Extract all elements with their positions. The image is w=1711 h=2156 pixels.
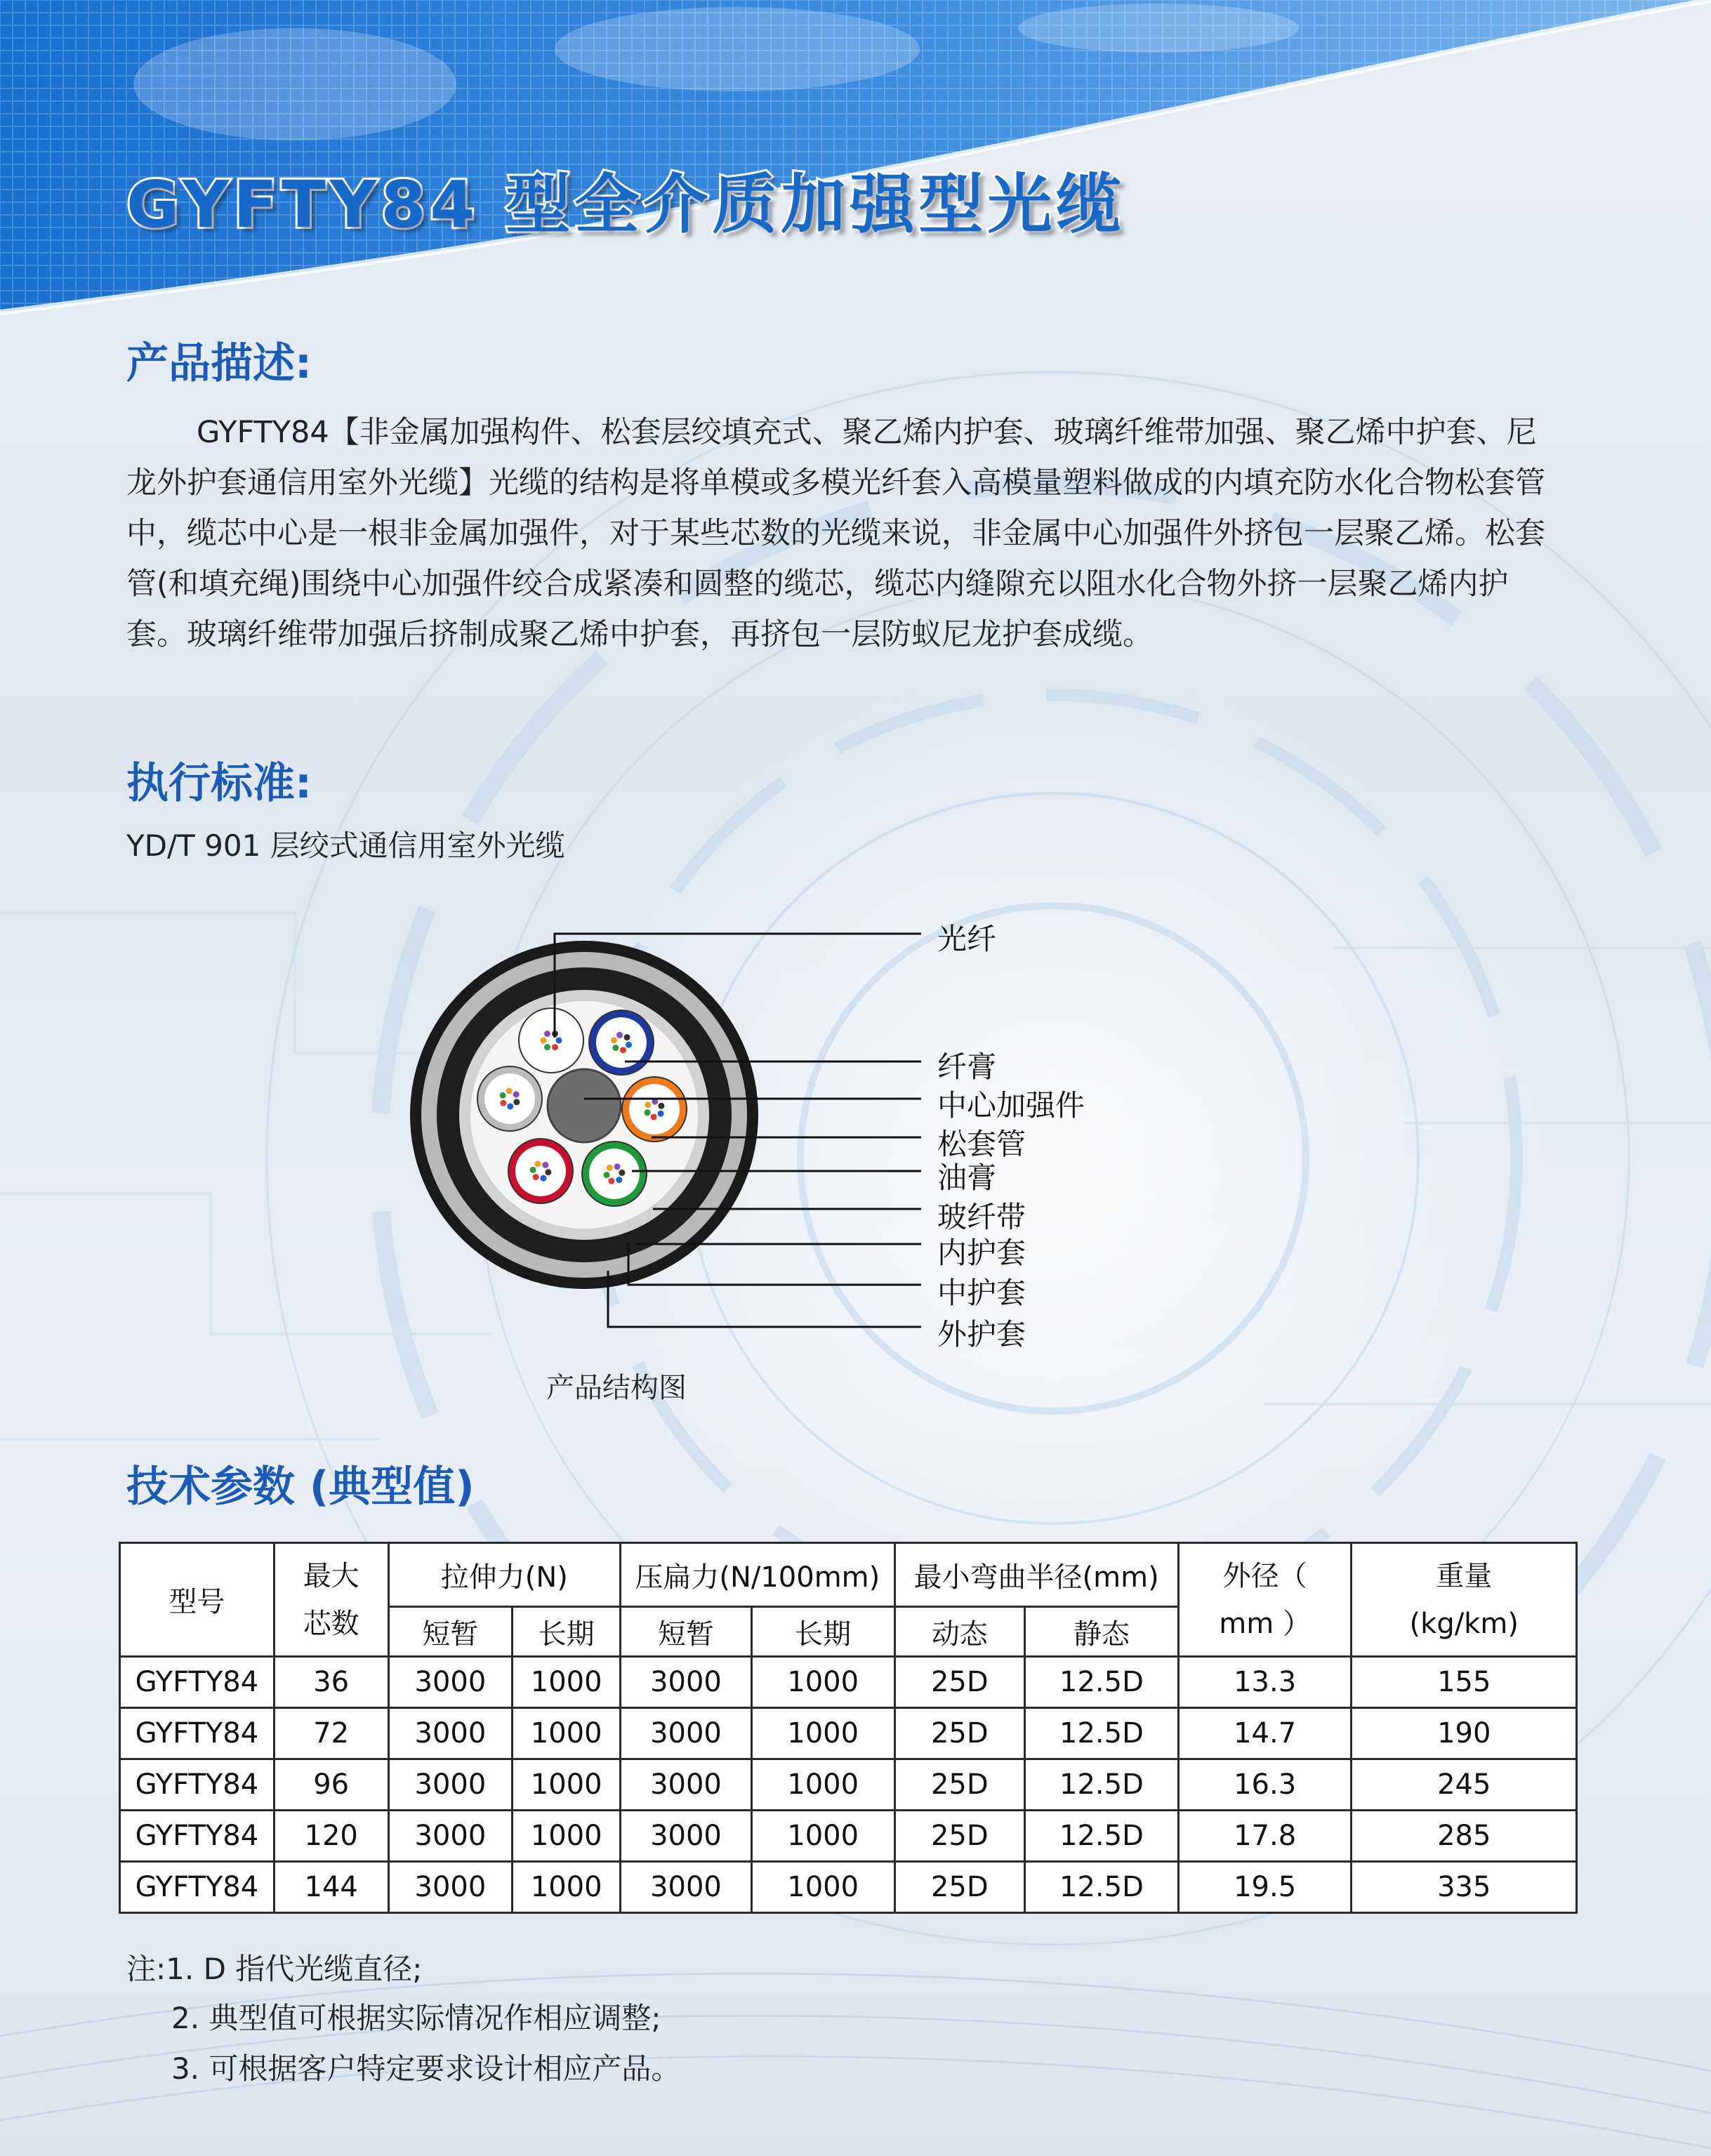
optical-fiber	[533, 1174, 539, 1180]
header-max-core-text: 最大芯数	[303, 1559, 359, 1640]
optical-fiber	[607, 1165, 613, 1171]
label-filling-compound: 油膏	[937, 1160, 997, 1195]
cell-weight: 155	[1352, 1657, 1577, 1708]
optical-fiber	[540, 1175, 546, 1182]
cell-tensile-long: 1000	[513, 1862, 621, 1913]
header-tensile-long: 长期	[513, 1607, 621, 1657]
cell-crush-short: 3000	[621, 1811, 752, 1862]
optical-fiber	[530, 1167, 536, 1173]
standard-text: YD/T 901 层绞式通信用室外光缆	[126, 828, 565, 863]
description-text: GYFTY84【非金属加强构件、松套层绞填充式、聚乙烯内护套、玻璃纤维带加强、聚乙烯中护套、尼龙外护套通信用室外光缆】光缆的结构是将单模或多模光纤套入高模量塑料做成的内填充防水化合物松套管中，缆芯中心是一根非金属加强件，对于某些芯数的光缆来说，非金属中心加强件外挤包一层聚乙烯。松套管(和填充绳)围绕中心加强件绞合成紧凑和圆整的缆芯，缆芯内缝隙充以阻水化合物外挤一层聚乙烯内护套。玻璃纤维带加强后挤制成聚乙烯中护套，再挤包一层防蚁尼龙护套成缆。	[126, 415, 1545, 652]
optical-fiber	[544, 1031, 550, 1037]
cell-crush-long: 1000	[751, 1657, 894, 1708]
cell-model: GYFTY84	[120, 1811, 275, 1862]
cell-crush-long: 1000	[751, 1759, 894, 1811]
cell-bend-dynamic: 25D	[894, 1862, 1025, 1913]
header-max-core	[274, 1543, 388, 1657]
optical-fiber	[608, 1178, 614, 1184]
optical-fiber	[612, 1045, 619, 1051]
optical-fiber	[513, 1099, 520, 1105]
cell-max-core: 144	[274, 1862, 388, 1913]
cell-weight: 190	[1352, 1708, 1577, 1759]
optical-fiber	[645, 1109, 651, 1116]
table-row	[120, 1811, 1577, 1862]
optical-fiber	[620, 1047, 626, 1053]
optical-fiber	[500, 1092, 506, 1099]
optical-fiber	[616, 1032, 623, 1038]
header-crush-short: 短暂	[621, 1607, 752, 1657]
page-title: GYFTY84 型全介质加强型光缆	[126, 167, 1125, 242]
cell-weight: 285	[1352, 1811, 1577, 1862]
cell-diameter: 16.3	[1178, 1759, 1352, 1811]
header-crush: 压扁力(N/100mm)	[621, 1543, 894, 1607]
header-diameter-text: 外径（ mm ）	[1219, 1559, 1311, 1640]
header-weight-text: 重量(kg/km)	[1409, 1559, 1519, 1640]
optical-fiber	[545, 1169, 551, 1175]
optical-fiber	[542, 1162, 548, 1168]
optical-fiber	[500, 1100, 506, 1106]
optical-fiber	[604, 1172, 610, 1178]
optical-fiber	[611, 1037, 617, 1043]
cell-tensile-short: 3000	[388, 1657, 513, 1708]
cell-diameter: 19.5	[1178, 1862, 1352, 1913]
optical-fiber	[541, 1038, 547, 1044]
cell-model: GYFTY84	[120, 1657, 275, 1708]
cell-crush-short: 3000	[621, 1862, 752, 1913]
cell-bend-static: 12.5D	[1025, 1759, 1179, 1811]
optical-fiber	[658, 1103, 664, 1109]
header-tensile-short: 短暂	[388, 1607, 513, 1657]
description-paragraph	[126, 407, 1552, 660]
optical-fiber	[616, 1177, 622, 1183]
fiber-gel	[515, 1146, 566, 1196]
cell-model: GYFTY84	[120, 1759, 275, 1811]
note-3: 3. 可根据客户特定要求设计相应产品。	[171, 2051, 681, 2086]
header-bend-static: 静态	[1025, 1607, 1179, 1657]
optical-fiber	[513, 1091, 520, 1097]
cell-model: GYFTY84	[120, 1862, 275, 1913]
header-weight	[1352, 1543, 1577, 1657]
optical-fiber	[645, 1102, 651, 1108]
optical-fiber	[506, 1088, 513, 1094]
cell-tensile-short: 3000	[388, 1811, 513, 1862]
cell-bend-static: 12.5D	[1025, 1657, 1179, 1708]
description-heading: 产品描述:	[126, 339, 312, 388]
central-strength-member	[548, 1069, 621, 1142]
cell-bend-static: 12.5D	[1025, 1708, 1179, 1759]
table-row	[120, 1708, 1577, 1759]
standard-heading: 执行标准:	[126, 759, 312, 808]
cell-max-core: 72	[274, 1708, 388, 1759]
table-row	[120, 1759, 1577, 1811]
header-tensile: 拉伸力(N)	[388, 1543, 621, 1607]
cell-crush-long: 1000	[751, 1862, 894, 1913]
cell-crush-short: 3000	[621, 1759, 752, 1811]
table-row	[120, 1657, 1577, 1708]
header-diameter	[1178, 1543, 1352, 1657]
cell-tensile-long: 1000	[513, 1657, 621, 1708]
cell-model: GYFTY84	[120, 1708, 275, 1759]
optical-fiber	[624, 1034, 630, 1040]
cell-tensile-long: 1000	[513, 1708, 621, 1759]
note-1: 注:1. D 指代光缆直径;	[126, 1952, 423, 1986]
cell-max-core: 96	[274, 1759, 388, 1811]
header-bend-dynamic: 动态	[894, 1607, 1025, 1657]
table-header-row	[120, 1543, 1577, 1607]
spec-table	[119, 1542, 1578, 1914]
label-central-strength-member: 中心加强件	[937, 1088, 1085, 1123]
header-crush-long: 长期	[751, 1607, 894, 1657]
fiber-gel	[596, 1017, 647, 1068]
optical-fiber	[658, 1111, 664, 1117]
fiber-gel	[484, 1073, 535, 1124]
cell-crush-long: 1000	[751, 1811, 894, 1862]
cell-bend-static: 12.5D	[1025, 1811, 1179, 1862]
cell-bend-dynamic: 25D	[894, 1759, 1025, 1811]
optical-fiber	[651, 1113, 657, 1120]
cell-tensile-short: 3000	[388, 1708, 513, 1759]
label-loose-tube: 松套管	[937, 1127, 1026, 1161]
label-middle-sheath: 中护套	[937, 1276, 1026, 1310]
cell-diameter: 13.3	[1178, 1657, 1352, 1708]
fiber-gel	[589, 1149, 640, 1199]
header-bend-radius: 最小弯曲半径(mm)	[894, 1543, 1178, 1607]
optical-fiber	[626, 1042, 632, 1048]
fiber-gel	[526, 1015, 576, 1066]
optical-fiber	[552, 1044, 558, 1050]
cell-bend-dynamic: 25D	[894, 1708, 1025, 1759]
label-glass-fiber-tape: 玻纤带	[937, 1200, 1026, 1234]
cell-max-core: 120	[274, 1811, 388, 1862]
header-model: 型号	[120, 1543, 275, 1657]
label-inner-sheath: 内护套	[937, 1236, 1026, 1270]
optical-fiber	[535, 1160, 541, 1167]
cell-tensile-long: 1000	[513, 1811, 621, 1862]
optical-fiber	[507, 1103, 513, 1109]
diagram-caption: 产品结构图	[546, 1372, 687, 1404]
cell-diameter: 14.7	[1178, 1708, 1352, 1759]
cell-bend-static: 12.5D	[1025, 1862, 1179, 1913]
label-fiber: 光纤	[937, 922, 997, 956]
optical-fiber	[556, 1038, 562, 1044]
leader-line	[608, 1271, 921, 1327]
cell-tensile-short: 3000	[388, 1862, 513, 1913]
optical-fiber	[544, 1044, 550, 1050]
label-outer-sheath: 外护套	[937, 1317, 1026, 1351]
cable-cross-section	[393, 909, 927, 1358]
cell-diameter: 17.8	[1178, 1811, 1352, 1862]
cell-crush-long: 1000	[751, 1708, 894, 1759]
cell-weight: 245	[1352, 1759, 1577, 1811]
cable-drawing	[410, 941, 758, 1289]
cell-crush-short: 3000	[621, 1708, 752, 1759]
cell-tensile-short: 3000	[388, 1759, 513, 1811]
label-fiber-gel: 纤膏	[937, 1050, 997, 1084]
optical-fiber	[619, 1170, 625, 1176]
cell-crush-short: 3000	[621, 1657, 752, 1708]
optical-fiber	[614, 1163, 621, 1170]
cell-weight: 335	[1352, 1862, 1577, 1913]
params-heading: 技术参数 (典型值)	[126, 1462, 475, 1512]
cell-bend-dynamic: 25D	[894, 1811, 1025, 1862]
note-2: 2. 典型值可根据实际情况作相应调整;	[171, 2001, 661, 2035]
table-row	[120, 1862, 1577, 1913]
fiber-gel	[629, 1084, 680, 1135]
cell-bend-dynamic: 25D	[894, 1657, 1025, 1708]
cell-tensile-long: 1000	[513, 1759, 621, 1811]
cell-max-core: 36	[274, 1657, 388, 1708]
